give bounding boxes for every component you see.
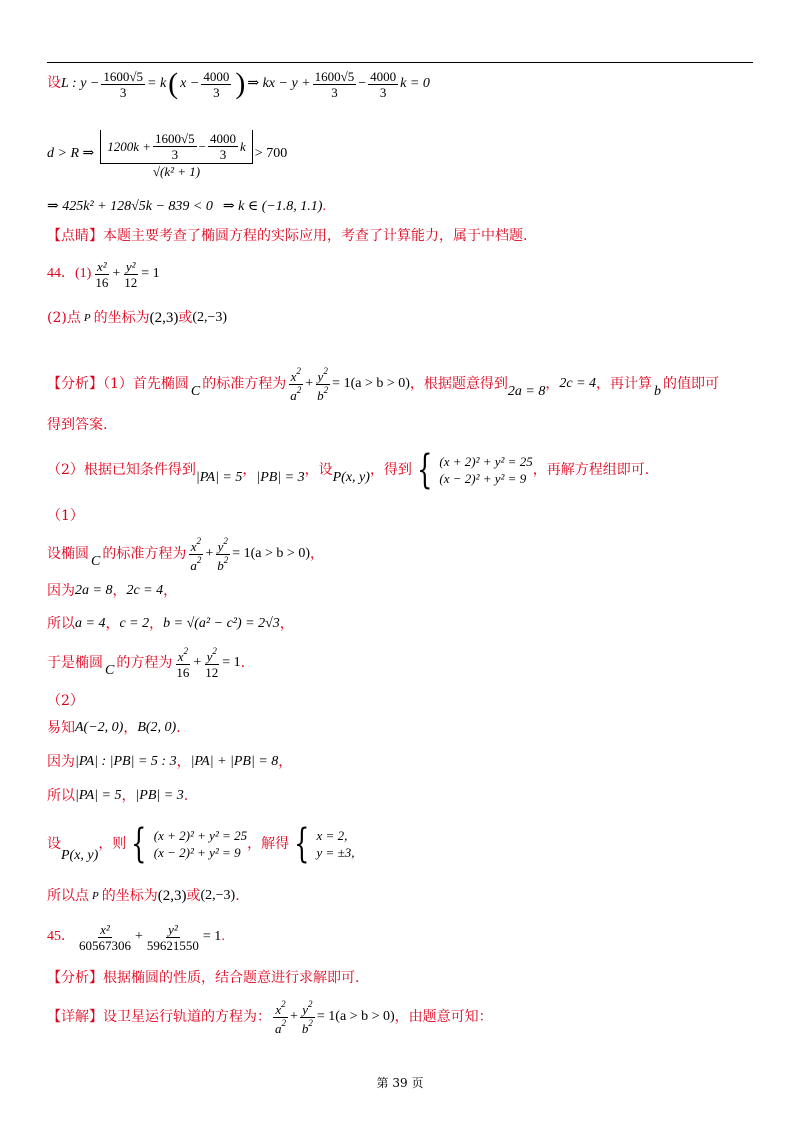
page-footer: 第 39 页 xyxy=(376,1076,424,1090)
equation-line-L: 设 L : y − $\frac{1600√5}{3}$ = k ( x − $\frac{4000}{3}$ ) ⇒ kx − y + $\frac{1600√5}{3}$ − $\frac{4000}{3}$ k = 0 xyxy=(47,67,430,100)
expr: k = 0 xyxy=(400,76,430,91)
solution-line-distances: 所以 |PA| = 5 ， |PB| = 3 . xyxy=(47,788,189,804)
expr: ⇒ kx − y + xyxy=(247,76,311,91)
solution-line-because: 因为 2a = 8 ， 2c = 4 ， xyxy=(47,583,178,599)
equation-line-distance xyxy=(47,118,287,190)
expr: d > R ⇒ xyxy=(47,146,95,161)
analysis-line1: 【分析】（1）首先椭圆 C 的标准方程为 $\frac{x^2}{a^2}$ + $\frac{y^2}{b^2}$ = 1(a > b > 0) ，根据题意得到 2a = 8 ， 2c = 4 ，再计算 b 的值即可 xyxy=(47,365,720,403)
analysis-45: 【分析】根据椭圆的性质，结合题意进行求解即可. xyxy=(47,970,360,986)
question-44-part2: (2)点 P 的坐标为 (2,3) 或 (2,−3) xyxy=(47,309,228,326)
expr: > 700 xyxy=(254,146,288,161)
fraction: $\frac{\text{x²}}{16}$ xyxy=(95,258,109,290)
comment-dianjing: 【点睛】本题主要考查了椭圆方程的实际应用，考查了计算能力，属于中档题. xyxy=(47,228,528,244)
solution-line-therefore: 所以 a = 4 ， c = 2 ， b = √(a² − c²) = 2√3 ， xyxy=(47,616,294,632)
question-45: 45． $\frac{\text{x²}}{60567306}$ + $\frac{\text{y²}}{59621550}$ = 1 . xyxy=(47,921,225,953)
fraction: $\frac{1600√5}{3}$ xyxy=(103,68,143,100)
expr: = k xyxy=(147,76,167,91)
solution-line-result: 于是椭圆 C 的方程为 $\frac{x^2}{16}$ + $\frac{y^2}{12}$ = 1 . xyxy=(47,646,246,680)
fraction: $\frac{4000}{3}$ xyxy=(203,68,230,100)
question-number: 44．(1) xyxy=(47,266,92,281)
fraction: $\frac{1600√5}{3}$ xyxy=(314,68,355,100)
detail-45: 【详解】设卫星运行轨道的方程为： $\frac{x^2}{a^2}$ + $\frac{y^2}{b^2}$ = 1(a > b > 0) ，由题意可知： xyxy=(47,998,493,1036)
solution-line-ratio: 因为 |PA| : |PB| = 5 : 3 ， |PA| + |PB| = 8 ， xyxy=(47,754,293,770)
analysis-line2: 得到答案. xyxy=(47,417,108,433)
solution-part1-label: （1） xyxy=(47,508,84,524)
solution-line-equation: 设椭圆 C 的标准方程为 $\frac{x^2}{a^2}$ + $\frac{y^2}{b^2}$ = 1(a > b > 0) ， xyxy=(47,535,324,573)
question-44-part1: 44．(1) $\frac{\text{x²}}{16}$ + $\frac{\text{y²}}{12}$ = 1 xyxy=(47,258,160,290)
expr: x − xyxy=(180,76,200,91)
header-rule xyxy=(47,62,753,63)
fraction: $\frac{\text{y²}}{12}$ xyxy=(124,258,138,290)
fraction: $\frac{\text{y²}}{59621550}$ xyxy=(146,921,199,953)
question-number: 45． xyxy=(47,929,75,944)
equation-line-inequality xyxy=(47,198,326,216)
solution-line-system: 设 P(x, y) ，则 { (x + 2)² + y² = 25 (x − 2)² + y² = 9 ，解得 { x = 2, y = ±3, xyxy=(47,821,355,867)
period: . xyxy=(322,199,326,214)
expr: ⇒ k ∈ (−1.8, 1.1) xyxy=(222,199,323,214)
text-she: 设 xyxy=(47,76,61,91)
solution-part2-label: （2） xyxy=(47,693,84,709)
solution-line-answer: 所以点 P 的坐标为 (2,3) 或 (2,−3) . xyxy=(47,887,240,904)
big-fraction: 1200k + $\frac{1600√5}{3}$ − $\frac{4000}{3}$ k √(k² + 1) xyxy=(100,130,253,178)
analysis-line3: （2）根据已知条件得到 |PA| = 5 ， |PB| = 3 ，设 P(x, y) ，得到 { (x + 2)² + y² = 25 (x − 2)² + y² = 9 ，再解方程组即可. xyxy=(47,447,650,493)
expr: − xyxy=(358,76,367,91)
expr: ⇒ 425k² + 128√5k − 839 < 0 xyxy=(47,199,213,214)
expr: L : y − xyxy=(61,76,100,91)
fraction: $\frac{\text{x²}}{60567306}$ xyxy=(79,921,131,953)
solution-line-points: 易知 A(−2, 0) ， B(2, 0) . xyxy=(47,720,181,736)
fraction: $\frac{4000}{3}$ xyxy=(370,68,397,100)
